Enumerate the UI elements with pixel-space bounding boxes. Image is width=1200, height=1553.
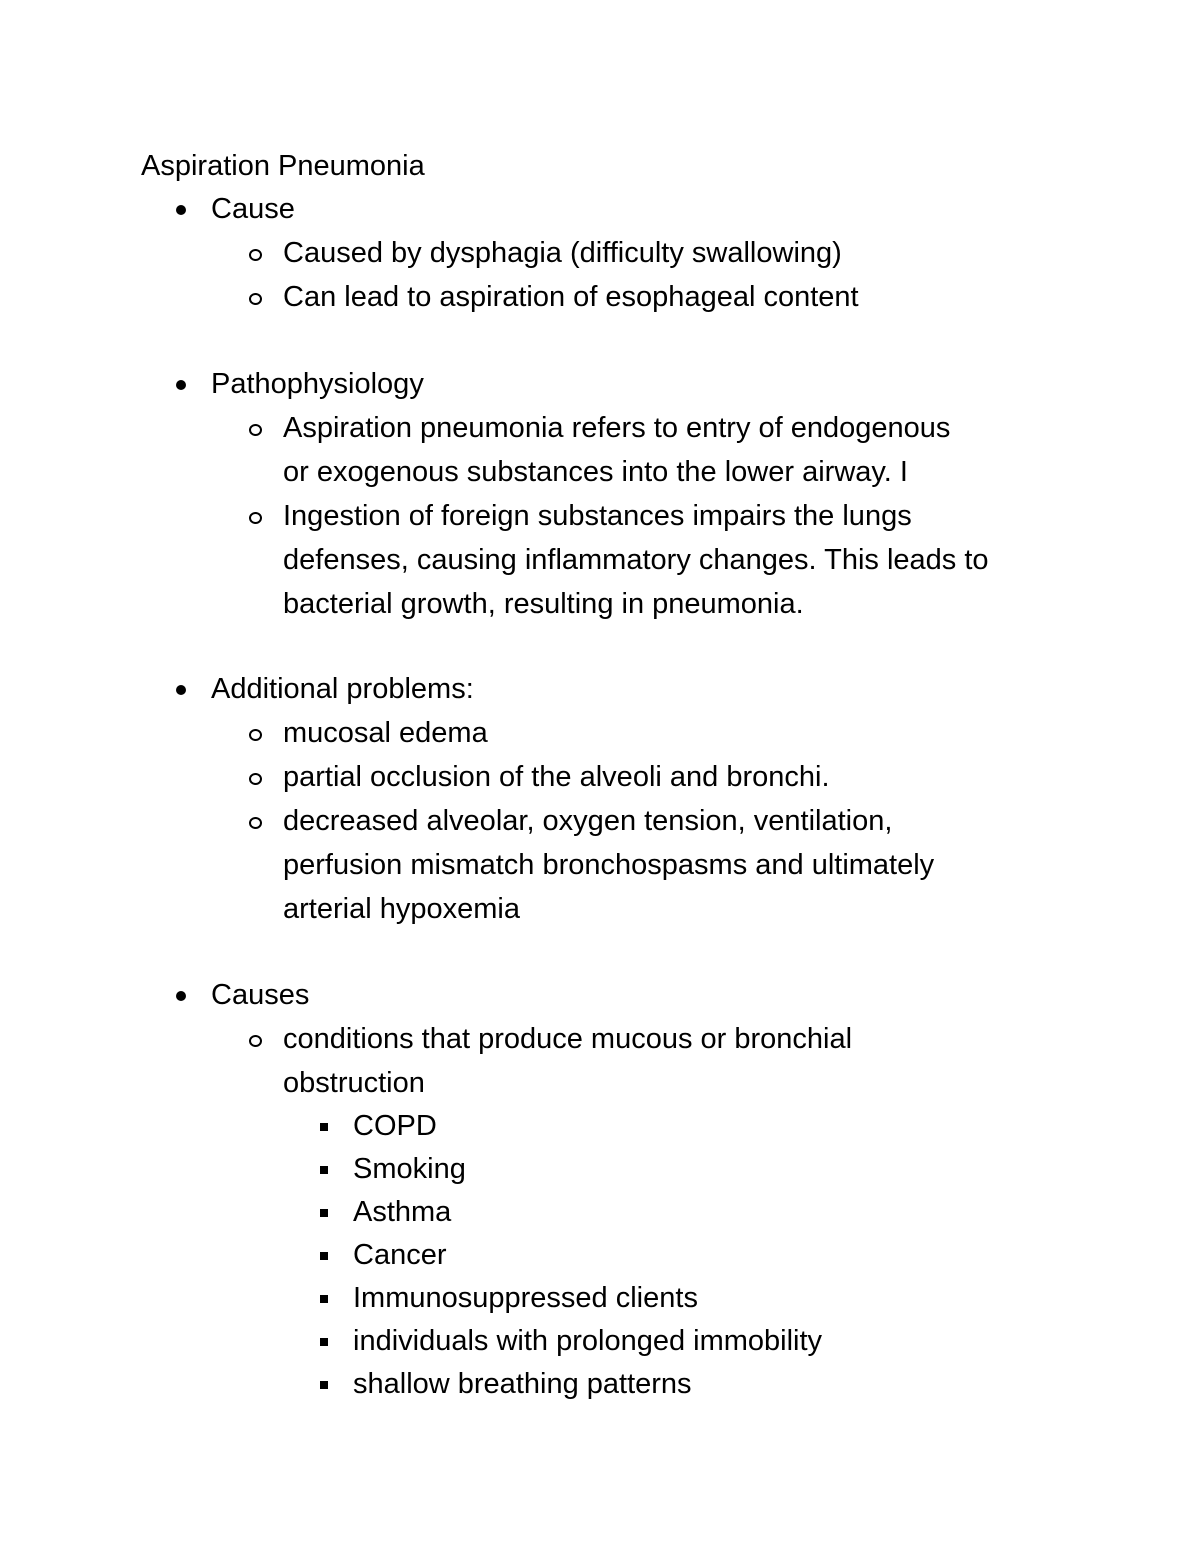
section-heading-item [0, 973, 1200, 1017]
list-item-line: or exogenous substances into the lower airway. I [283, 456, 908, 488]
list-item [0, 711, 1200, 755]
list-item-line: Caused by dysphagia (difficulty swallowing) [283, 237, 842, 269]
document-title: Aspiration Pneumonia [141, 150, 425, 182]
list-item-line: defenses, causing inflammatory changes. This leads to [283, 544, 989, 576]
sub-list-item-text: Cancer [353, 1239, 447, 1271]
sub-list-item [0, 1191, 1200, 1234]
list-item [0, 1017, 1200, 1105]
square-bullet-icon [320, 1166, 328, 1174]
circle-bullet-icon [249, 773, 262, 785]
sub-list-item-text: Smoking [353, 1153, 466, 1185]
sub-list-item-text: shallow breathing patterns [353, 1368, 692, 1400]
circle-bullet-icon [249, 817, 262, 829]
section-heading-item [0, 667, 1200, 711]
sub-list-item-text: Asthma [353, 1196, 452, 1228]
list-item [0, 799, 1200, 931]
sub-list-item-text: COPD [353, 1110, 437, 1142]
square-bullet-icon [320, 1295, 328, 1303]
list-item-line: conditions that produce mucous or bronchial [283, 1023, 853, 1055]
sub-list-item [0, 1148, 1200, 1191]
square-bullet-icon [320, 1381, 328, 1389]
square-bullet-icon [320, 1123, 328, 1131]
square-bullet-icon [320, 1209, 328, 1217]
section-heading: Pathophysiology [211, 368, 424, 400]
list-item-line: Can lead to aspiration of esophageal content [283, 281, 859, 313]
sub-list-item [0, 1363, 1200, 1406]
sub-list-item [0, 1234, 1200, 1277]
section-heading-item [0, 187, 1200, 231]
sub-list-item [0, 1105, 1200, 1148]
list-item-line: Ingestion of foreign substances impairs the lungs [283, 500, 912, 532]
sub-list-item [0, 1320, 1200, 1363]
bullet-icon [176, 380, 186, 390]
list-item [0, 406, 1200, 494]
bullet-icon [176, 205, 186, 215]
circle-bullet-icon [249, 729, 262, 741]
list-item-line: arterial hypoxemia [283, 893, 520, 925]
circle-bullet-icon [249, 1035, 262, 1047]
section-additional-problems [0, 667, 1200, 931]
square-bullet-icon [320, 1338, 328, 1346]
sub-list-item-text: Immunosuppressed clients [353, 1282, 698, 1314]
section-heading: Additional problems: [211, 673, 474, 705]
sub-list-item-text: individuals with prolonged immobility [353, 1325, 823, 1357]
section-heading: Cause [211, 193, 295, 225]
list-item-line: mucosal edema [283, 717, 488, 749]
circle-bullet-icon [249, 512, 262, 524]
section-cause [0, 187, 1200, 319]
list-item-line: decreased alveolar, oxygen tension, ventilation, [283, 805, 893, 837]
circle-bullet-icon [249, 249, 262, 261]
list-item-line: perfusion mismatch bronchospasms and ultimately [283, 849, 935, 881]
list-item-line: bacterial growth, resulting in pneumonia. [283, 588, 804, 620]
square-bullet-icon [320, 1252, 328, 1260]
list-item-line: partial occlusion of the alveoli and bronchi. [283, 761, 830, 793]
list-item [0, 755, 1200, 799]
bullet-icon [176, 685, 186, 695]
section-heading: Causes [211, 979, 310, 1011]
circle-bullet-icon [249, 424, 262, 436]
list-item [0, 494, 1200, 626]
list-item [0, 275, 1200, 319]
list-item-line: Aspiration pneumonia refers to entry of endogenous [283, 412, 951, 444]
sub-list-item [0, 1277, 1200, 1320]
circle-bullet-icon [249, 293, 262, 305]
section-heading-item [0, 362, 1200, 406]
list-item [0, 231, 1200, 275]
bullet-icon [176, 991, 186, 1001]
section-pathophysiology [0, 362, 1200, 626]
section-causes [0, 973, 1200, 1406]
list-item-line: obstruction [283, 1067, 425, 1099]
